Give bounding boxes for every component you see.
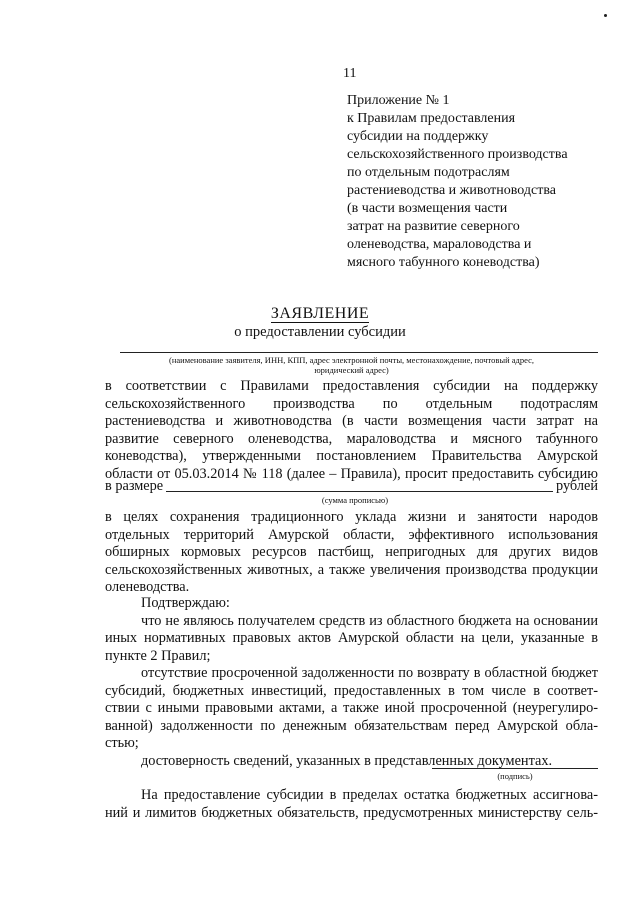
text-line: отдельных территорий Амурской области, эффективного использования bbox=[105, 526, 598, 543]
text-line: иных нормативных правовых актов Амурской области на цели, указанные в bbox=[105, 630, 598, 646]
amount-suffix: рублей bbox=[556, 478, 598, 494]
appendix-line: к Правилам предоставления bbox=[347, 111, 516, 126]
text-line: развитие северного оленеводства, мараловодства и мясного табунного bbox=[105, 430, 598, 447]
appendix-line: оленеводства, мараловодства и bbox=[347, 237, 532, 252]
text-line: области от 05.03.2014 № 118 (далее – Правила), просит предоставить субсидию bbox=[105, 465, 598, 482]
text-line: ствии с иными правовыми актами, а также иной просроченной (неурегулиро- bbox=[105, 700, 598, 716]
appendix-line: сельскохозяйственного производства bbox=[347, 147, 568, 162]
text-line: обширных кормовых ресурсов пастбищ, непригодных для других видов bbox=[105, 544, 598, 560]
text-line: ванной) задолженности по денежным обязательствам перед Амурской обла- bbox=[105, 717, 598, 734]
applicant-note: (наименование заявителя, ИНН, КПП, адрес электронной почты, местонахождение, почтовый адрес, bbox=[169, 355, 534, 365]
confirm-section bbox=[105, 595, 598, 770]
text-line: На предоставление субсидии в пределах остатка бюджетных ассигнова- bbox=[141, 787, 598, 803]
document-title bbox=[0, 305, 640, 323]
paragraph-purpose bbox=[105, 509, 598, 597]
amount-note: (сумма прописью) bbox=[321, 495, 389, 505]
text-line: стью; bbox=[105, 735, 139, 751]
text-line: субсидий, бюджетных инвестиций, предоставленных в том числе в соответ- bbox=[105, 682, 598, 699]
text-line: растениеводства и животноводства (в части возмещения части затрат на bbox=[105, 413, 598, 429]
text-line: отсутствие просроченной задолженности по возврату в областной бюджет bbox=[141, 665, 598, 681]
text-line: пункте 2 Правил; bbox=[105, 647, 211, 664]
text-line: в целях сохранения традиционного уклада жизни и занятости народов bbox=[105, 509, 598, 525]
text-line: достоверность сведений, указанных в представленных документах. bbox=[141, 752, 553, 769]
amount-prefix: в размере bbox=[105, 478, 164, 494]
text-line: сельскохозяйственных животных, а также увеличения производства продукции bbox=[105, 561, 598, 578]
scan-mark bbox=[604, 14, 607, 17]
applicant-note-cont: юридический адрес) bbox=[314, 365, 389, 375]
applicant-line[interactable] bbox=[120, 352, 598, 353]
signature-note: (подпись) bbox=[497, 771, 533, 781]
title-text: ЗАЯВЛЕНИЕ bbox=[270, 305, 370, 322]
text-line: ний и лимитов бюджетных обязательств, предусмотренных министерству сель- bbox=[105, 804, 598, 821]
signature-line[interactable] bbox=[432, 768, 598, 769]
text-line: что не являюсь получателем средств из областного бюджета на основании bbox=[141, 612, 598, 629]
amount-row bbox=[105, 478, 598, 495]
appendix-line: затрат на развитие северного bbox=[347, 219, 520, 234]
appendix-line: по отдельным подотраслям bbox=[347, 165, 510, 180]
appendix-line: мясного табунного коневодства) bbox=[347, 255, 540, 270]
text-line: сельскохозяйственного производства по отдельным подотраслям bbox=[105, 395, 598, 412]
appendix-header bbox=[347, 92, 617, 272]
text-line: в соответствии с Правилами предоставления субсидии на поддержку bbox=[105, 378, 598, 394]
paragraph-intro bbox=[105, 378, 598, 483]
text-line: оленеводства. bbox=[105, 579, 190, 595]
paragraph-final bbox=[105, 787, 598, 822]
document-subtitle: о предоставлении субсидии bbox=[234, 324, 406, 340]
appendix-line: Приложение № 1 bbox=[347, 93, 450, 108]
appendix-line: (в части возмещения части bbox=[347, 201, 508, 216]
text-line: коневодства), утвержденными постановлением Правительства Амурской bbox=[105, 448, 598, 464]
appendix-line: растениеводства и животноводства bbox=[347, 183, 556, 198]
amount-field[interactable] bbox=[166, 490, 553, 492]
page-number: 11 bbox=[343, 66, 357, 81]
confirm-heading: Подтверждаю: bbox=[141, 595, 230, 611]
appendix-line: субсидии на поддержку bbox=[347, 129, 489, 144]
